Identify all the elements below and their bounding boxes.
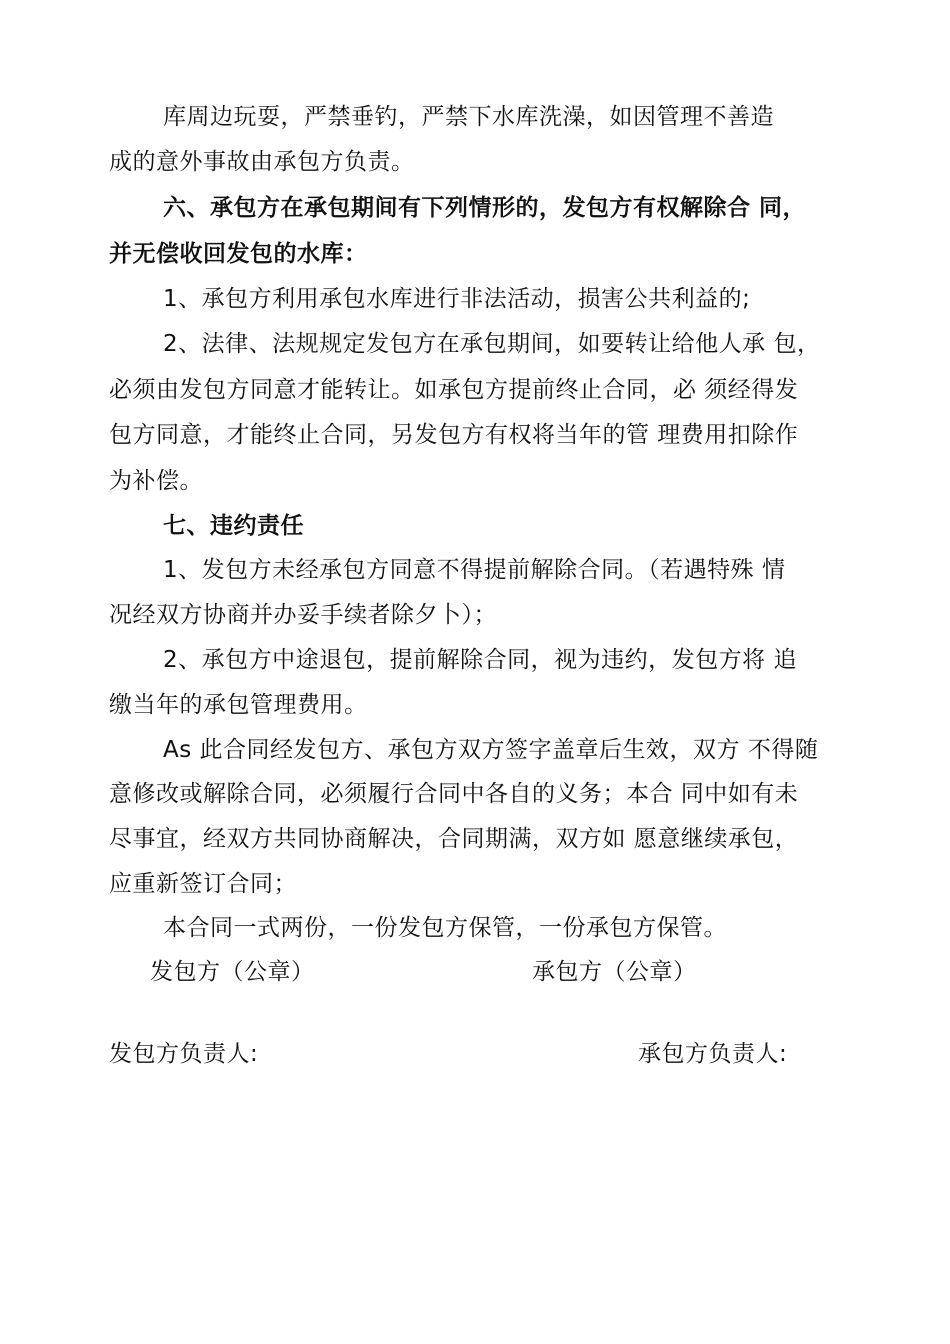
party-a-seal-label: 发包方（公章） (150, 959, 315, 985)
paragraph-line: 必须由发包方同意才能转让。如承包方提前终止合同，必 须经得发 (109, 377, 799, 403)
paragraph-line: 1、发包方未经承包方同意不得提前解除合同。（若遇特殊 情 (163, 557, 786, 583)
section-heading-6: 六、承包方在承包期间有下列情形的，发包方有权解除合 同， (163, 195, 807, 221)
paragraph-line: 库周边玩耍，严禁垂钓，严禁下水库洗澡，如因管理不善造 (163, 104, 774, 130)
paragraph-line: 1、承包方利用承包水库进行非法活动，损害公共利益的; (163, 286, 751, 312)
paragraph-line: As 此合同经发包方、承包方双方签字盖章后生效，双方 不得随 (163, 737, 819, 763)
paragraph-line: 应重新签订合同； (109, 871, 297, 897)
paragraph-line: 意修改或解除合同，必须履行合同中各自的义务；本合 同中如有未 (109, 781, 799, 807)
paragraph-line: 为补偿。 (109, 468, 203, 494)
paragraph-line: 况经双方协商并办妥手续者除夕卜）； (109, 602, 497, 628)
section-heading-6-cont: 并无偿收回发包的水库： (109, 241, 368, 267)
section-heading-7: 七、违约责任 (163, 513, 304, 539)
party-b-rep-label: 承包方负责人: (638, 1041, 788, 1067)
paragraph-line: 2、承包方中途退包，提前解除合同，视为违约，发包方将 追 (163, 647, 797, 673)
paragraph-line: 2、法律、法规规定发包方在承包期间，如要转让给他人承 包， (163, 331, 821, 357)
paragraph-line: 成的意外事故由承包方负责。 (109, 149, 415, 175)
paragraph-line: 包方同意，才能终止合同，另发包方有权将当年的管 理费用扣除作 (109, 422, 799, 448)
party-b-seal-label: 承包方（公章） (532, 959, 697, 985)
party-a-rep-label: 发包方负责人: (109, 1041, 259, 1067)
paragraph-line: 尽事宜，经双方共同协商解决，合同期满，双方如 愿意继续承包， (109, 826, 799, 852)
paragraph-line: 缴当年的承包管理费用。 (109, 692, 368, 718)
paragraph-line: 本合同一式两份，一份发包方保管，一份承包方保管。 (163, 915, 727, 941)
